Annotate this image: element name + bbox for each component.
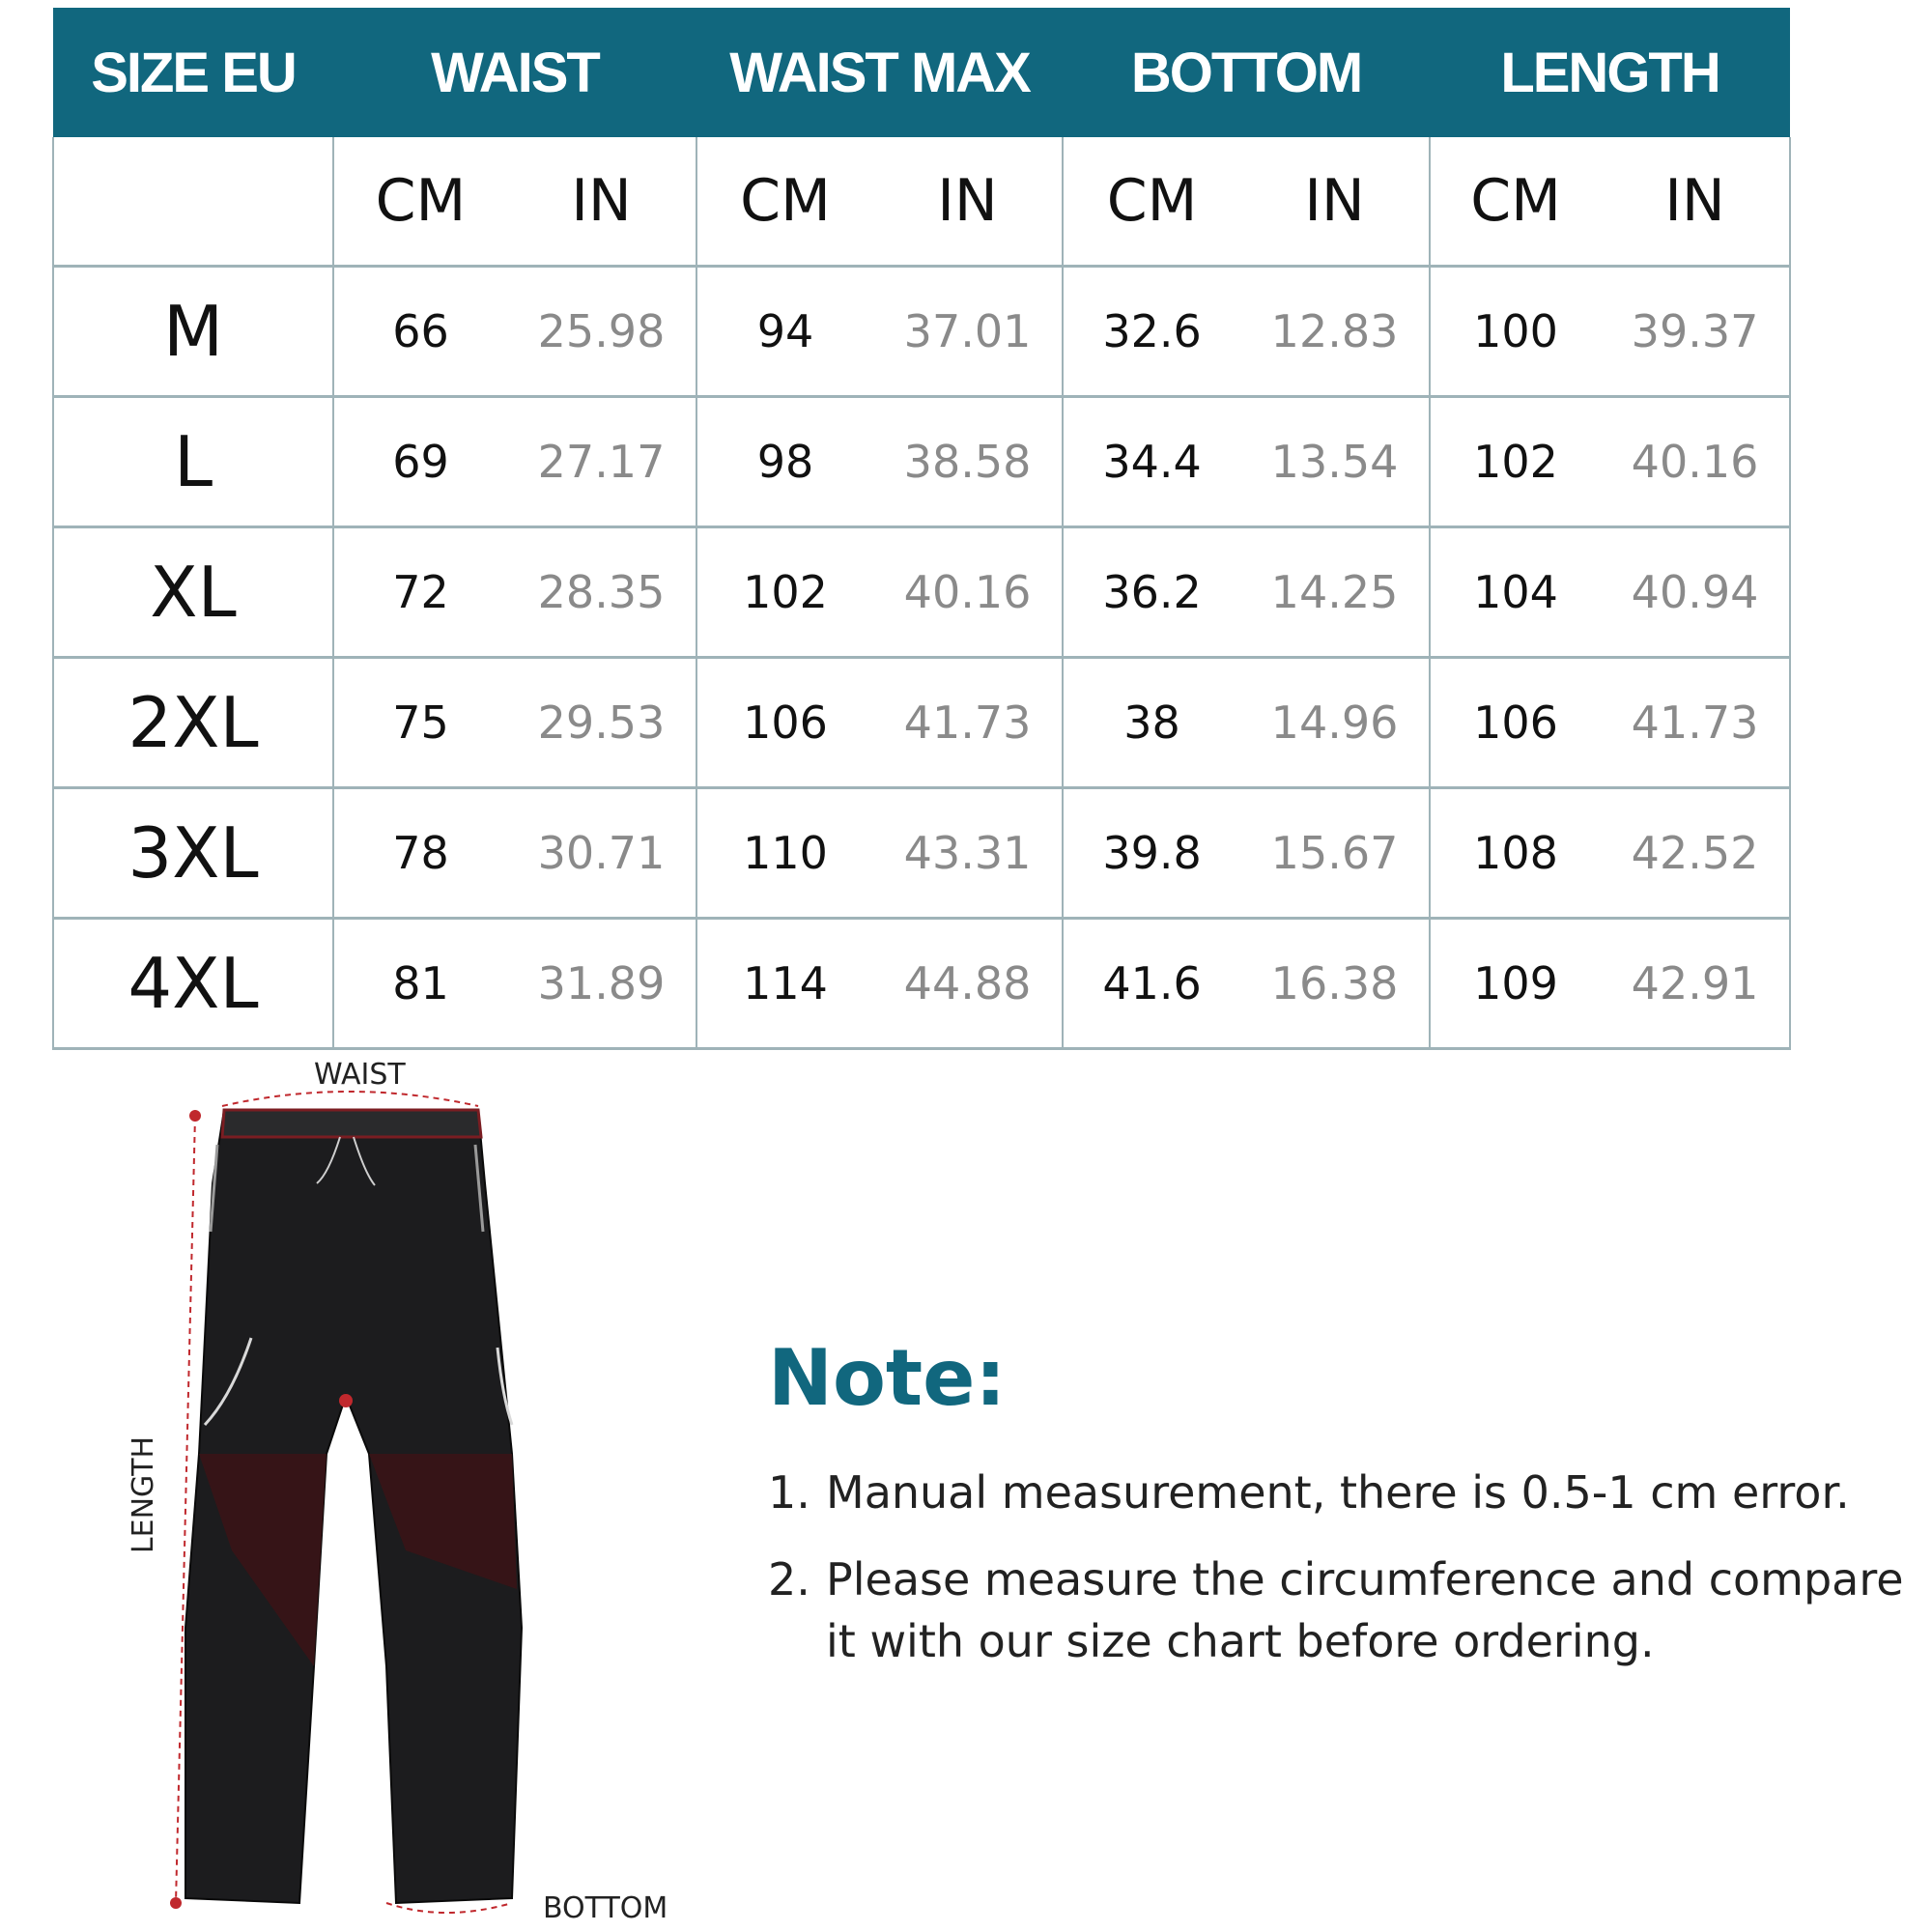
bottom-in-cell: 13.54 — [1240, 397, 1430, 527]
table-row — [53, 788, 1790, 919]
unit-cm: CM — [1430, 137, 1601, 267]
note-section — [768, 1333, 1908, 1697]
length-cm-cell: 109 — [1430, 919, 1601, 1049]
waist-max-cm-cell: 110 — [696, 788, 873, 919]
table-header-row — [53, 8, 1790, 137]
length-in-cell: 42.52 — [1601, 788, 1790, 919]
unit-in: IN — [1240, 137, 1430, 267]
bottom-in-cell: 12.83 — [1240, 267, 1430, 397]
unit-in: IN — [873, 137, 1063, 267]
waist-max-in-cell: 43.31 — [873, 788, 1063, 919]
waist-cm-cell: 75 — [333, 658, 507, 788]
waist-max-in-cell: 44.88 — [873, 919, 1063, 1049]
note-item — [768, 1462, 1908, 1523]
waist-max-cm-cell: 106 — [696, 658, 873, 788]
bottom-cm-cell: 39.8 — [1063, 788, 1240, 919]
waist-in-cell: 29.53 — [507, 658, 696, 788]
bottom-in-cell: 14.96 — [1240, 658, 1430, 788]
unit-cm: CM — [1063, 137, 1240, 267]
note-number: 2. — [768, 1553, 810, 1605]
length-in-cell: 42.91 — [1601, 919, 1790, 1049]
header-waist: WAIST — [333, 8, 696, 137]
table-row — [53, 658, 1790, 788]
pants-illustration-icon — [116, 1048, 580, 1918]
note-number: 1. — [768, 1466, 810, 1519]
length-cm-cell: 102 — [1430, 397, 1601, 527]
size-cell: 2XL — [53, 658, 333, 788]
waist-max-cm-cell: 98 — [696, 397, 873, 527]
unit-in: IN — [507, 137, 696, 267]
unit-cm: CM — [696, 137, 873, 267]
bottom-in-cell: 16.38 — [1240, 919, 1430, 1049]
bottom-cm-cell: 36.2 — [1063, 527, 1240, 658]
bottom-cm-cell: 32.6 — [1063, 267, 1240, 397]
table-row — [53, 527, 1790, 658]
waist-max-in-cell: 41.73 — [873, 658, 1063, 788]
note-item — [768, 1548, 1908, 1672]
waist-cm-cell: 69 — [333, 397, 507, 527]
note-text: Manual measurement, there is 0.5-1 cm error. — [826, 1466, 1850, 1519]
waist-max-in-cell: 38.58 — [873, 397, 1063, 527]
size-cell: M — [53, 267, 333, 397]
diagram-waist-label: WAIST — [314, 1058, 406, 1092]
unit-empty-cell — [53, 137, 333, 267]
waist-in-cell: 28.35 — [507, 527, 696, 658]
length-cm-cell: 104 — [1430, 527, 1601, 658]
length-in-cell: 40.94 — [1601, 527, 1790, 658]
note-title: Note: — [768, 1333, 1007, 1423]
note-text: Please measure the circumference and compare it with our size chart before ordering. — [826, 1553, 1904, 1667]
waist-cm-cell: 78 — [333, 788, 507, 919]
waist-max-in-cell: 37.01 — [873, 267, 1063, 397]
size-cell: XL — [53, 527, 333, 658]
length-cm-cell: 100 — [1430, 267, 1601, 397]
size-cell: 4XL — [53, 919, 333, 1049]
diagram-length-label: LENGTH — [127, 1435, 161, 1554]
bottom-in-cell: 15.67 — [1240, 788, 1430, 919]
size-chart-table — [52, 8, 1791, 1050]
table-row — [53, 397, 1790, 527]
header-waist-max: WAIST MAX — [696, 8, 1063, 137]
waist-max-cm-cell: 94 — [696, 267, 873, 397]
length-in-cell: 40.16 — [1601, 397, 1790, 527]
table-row — [53, 919, 1790, 1049]
diagram-bottom-label: BOTTOM — [543, 1891, 668, 1925]
waist-cm-cell: 81 — [333, 919, 507, 1049]
length-in-cell: 39.37 — [1601, 267, 1790, 397]
unit-in: IN — [1601, 137, 1790, 267]
bottom-cm-cell: 34.4 — [1063, 397, 1240, 527]
waist-max-cm-cell: 102 — [696, 527, 873, 658]
unit-cm: CM — [333, 137, 507, 267]
bottom-cm-cell: 38 — [1063, 658, 1240, 788]
waist-max-in-cell: 40.16 — [873, 527, 1063, 658]
unit-row — [53, 137, 1790, 267]
header-size-eu: SIZE EU — [53, 8, 333, 137]
waist-cm-cell: 72 — [333, 527, 507, 658]
waist-cm-cell: 66 — [333, 267, 507, 397]
header-bottom: BOTTOM — [1063, 8, 1430, 137]
table-row — [53, 267, 1790, 397]
waist-max-cm-cell: 114 — [696, 919, 873, 1049]
length-cm-cell: 106 — [1430, 658, 1601, 788]
waist-in-cell: 30.71 — [507, 788, 696, 919]
waist-in-cell: 27.17 — [507, 397, 696, 527]
waist-in-cell: 31.89 — [507, 919, 696, 1049]
header-length: LENGTH — [1430, 8, 1790, 137]
bottom-in-cell: 14.25 — [1240, 527, 1430, 658]
waist-in-cell: 25.98 — [507, 267, 696, 397]
bottom-cm-cell: 41.6 — [1063, 919, 1240, 1049]
length-cm-cell: 108 — [1430, 788, 1601, 919]
size-cell: 3XL — [53, 788, 333, 919]
length-in-cell: 41.73 — [1601, 658, 1790, 788]
size-cell: L — [53, 397, 333, 527]
